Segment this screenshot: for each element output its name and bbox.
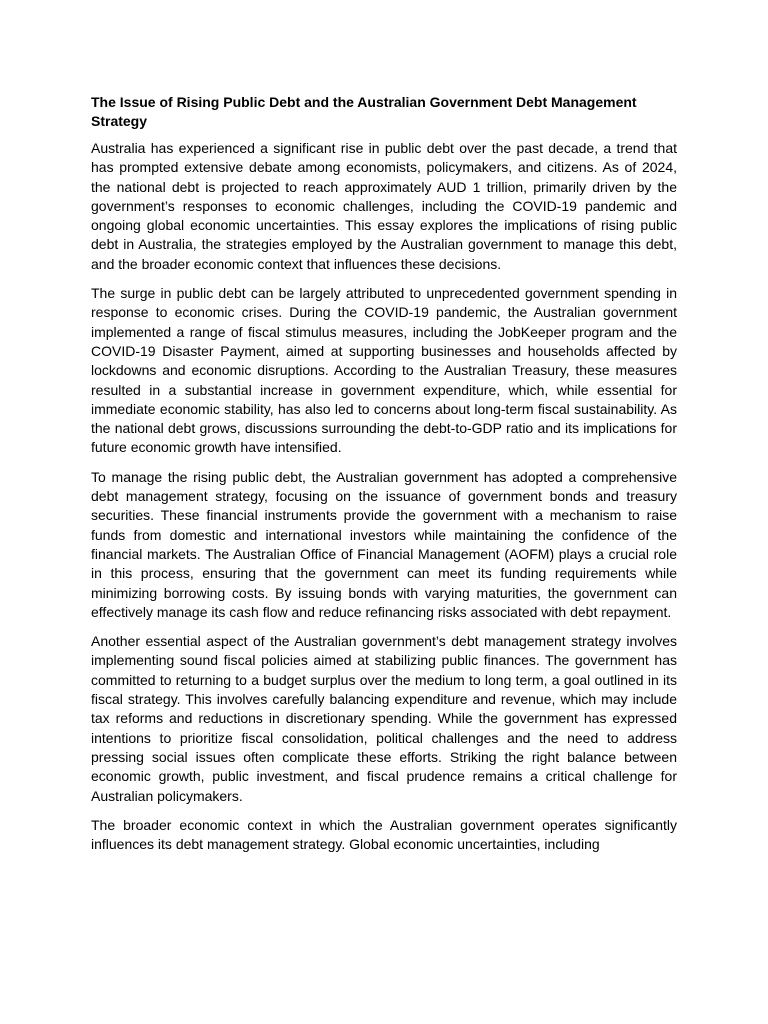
paragraph-intro: Australia has experienced a significant rise in public debt over the past decade, a trend that has prompted extensive debate among economists, policymakers, and citizens. As of 2024, the national debt is projected to reach approximately AUD 1 trillion, primarily driven by the government’s responses to economic challenges, including the COVID-19 pandemic and ongoing global economic uncertainties. This essay explores the implications of rising public debt in Australia, the strategies employed by the Australian government to manage this debt, and the broader economic context that influences these decisions.: [91, 140, 677, 272]
paragraph-debt-surge: The surge in public debt can be largely attributed to unprecedented government spending in response to economic crises. During the COVID-19 pandemic, the Australian government implemented a range of fiscal stimulus measures, including the JobKeeper program and the COVID-19 Disaster Payment, aimed at supporting businesses and households affected by lockdowns and economic disruptions. According to the Australian Treasury, these measures resulted in a substantial increase in government expenditure, which, while essential for immediate economic stability, has also led to concerns about long-term fiscal sustainability. As the national debt grows, discussions surrounding the debt-to-GDP ratio and its implications for future economic growth have intensified.: [91, 285, 677, 456]
document-page: [91, 93, 677, 864]
document-title: The Issue of Rising Public Debt and the Australian Government Debt Management Strategy: [91, 94, 637, 129]
paragraph-debt-management: To manage the rising public debt, the Australian government has adopted a comprehensive debt management strategy, focusing on the issuance of government bonds and treasury securities. These financial instruments provide the government with a mechanism to raise funds from domestic and international investors while maintaining the confidence of the financial markets. The Australian Office of Financial Management (AOFM) plays a crucial role in this process, ensuring that the government can meet its funding requirements while minimizing borrowing costs. By issuing bonds with varying maturities, the government can effectively manage its cash flow and reduce refinancing risks associated with debt repayment.: [91, 468, 677, 620]
paragraph-economic-context: The broader economic context in which the Australian government operates significantly influences its debt management strategy. Global economic uncertainties, including: [91, 816, 677, 853]
paragraph-fiscal-policy: Another essential aspect of the Australian government’s debt management strategy involves implementing sound fiscal policies aimed at stabilizing public finances. The government has committed to returning to a budget surplus over the medium to long term, a goal outlined in its fiscal strategy. This involves carefully balancing expenditure and revenue, which may include tax reforms and reductions in discretionary spending. While the government has expressed intentions to prioritize fiscal consolidation, political challenges and the need to address pressing social issues often complicate these efforts. Striking the right balance between economic growth, public investment, and fiscal prudence remains a critical challenge for Australian policymakers.: [91, 633, 677, 804]
